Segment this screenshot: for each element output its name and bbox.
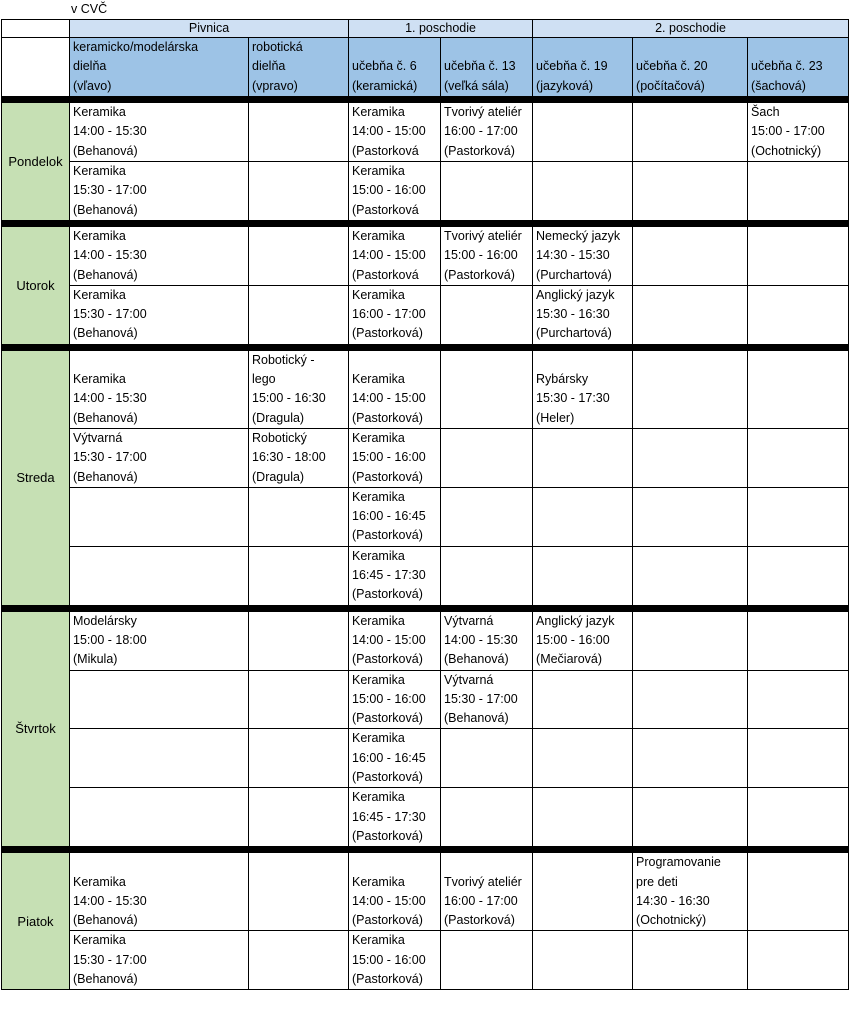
activity-line: 14:00 - 15:30	[73, 391, 147, 406]
empty-cell	[533, 853, 633, 931]
empty-cell	[633, 729, 748, 788]
activity-line: 15:30 - 17:00	[73, 183, 147, 198]
empty-cell	[748, 487, 849, 546]
empty-cell	[441, 162, 533, 221]
room-header-line: (jazyková)	[536, 78, 593, 93]
room-header-line: (keramická)	[352, 78, 418, 93]
activity-line: (Mikula)	[73, 652, 118, 667]
room-header-row	[2, 38, 849, 97]
activity-line: (Pastorková)	[352, 528, 423, 543]
activity-line: 15:00 - 16:00	[536, 632, 610, 647]
activity-line: Výtvarná	[73, 430, 123, 445]
empty-cell	[748, 788, 849, 847]
activity-line: 15:00 - 16:00	[352, 952, 426, 967]
activity-line: (Behanová)	[73, 326, 138, 341]
activity-cell	[533, 285, 633, 344]
activity-line: Keramika	[73, 874, 126, 889]
empty-cell	[633, 546, 748, 605]
activity-line: 14:30 - 15:30	[536, 248, 610, 263]
floor-header-second: 2. poschodie	[533, 20, 849, 38]
activity-line: 14:00 - 15:30	[73, 248, 147, 263]
activity-line: Keramika	[73, 372, 126, 387]
activity-line: (Pastorková)	[444, 143, 515, 158]
activity-cell	[70, 285, 249, 344]
empty-cell	[633, 226, 748, 285]
schedule-table	[1, 19, 849, 990]
floor-header-first: 1. poschodie	[349, 20, 533, 38]
room-header-line: (veľká sála)	[444, 78, 509, 93]
empty-cell	[249, 103, 349, 162]
empty-cell	[533, 729, 633, 788]
activity-line: 16:00 - 16:45	[352, 750, 426, 765]
empty-cell	[533, 788, 633, 847]
activity-cell	[633, 853, 748, 931]
activity-line: Keramika	[352, 164, 405, 178]
activity-cell	[70, 853, 249, 931]
activity-cell	[70, 350, 249, 428]
schedule-row	[2, 285, 849, 344]
schedule-row	[2, 103, 849, 162]
activity-line: 15:00 - 17:00	[751, 124, 825, 139]
schedule-row	[2, 788, 849, 847]
activity-line: lego	[252, 372, 276, 387]
empty-cell	[533, 428, 633, 487]
activity-line: Tvorivý ateliér	[444, 229, 522, 243]
activity-line: 15:30 - 17:00	[73, 450, 147, 465]
activity-line: (Pastorková)	[352, 326, 423, 341]
activity-line: (Pastorková)	[352, 770, 423, 785]
empty-cell	[70, 546, 249, 605]
activity-cell	[70, 611, 249, 670]
activity-cell	[349, 350, 441, 428]
empty-cell	[249, 670, 349, 729]
activity-line: Keramika	[352, 613, 405, 628]
floor-header-row	[2, 20, 849, 38]
empty-cell	[441, 729, 533, 788]
activity-line: 14:00 - 15:00	[352, 893, 426, 908]
activity-cell	[70, 103, 249, 162]
activity-line: (Behanová)	[444, 652, 509, 667]
empty-cell	[441, 788, 533, 847]
activity-line: (Behanová)	[444, 711, 509, 726]
activity-line: (Behanová)	[73, 202, 138, 217]
activity-line: Keramika	[73, 164, 126, 178]
activity-line: Programovanie	[636, 855, 721, 870]
activity-line: 15:30 - 17:30	[536, 391, 610, 406]
activity-cell	[349, 285, 441, 344]
empty-cell	[633, 285, 748, 344]
schedule-row	[2, 670, 849, 729]
activity-line: Keramika	[352, 489, 405, 504]
activity-line: 14:00 - 15:00	[352, 248, 426, 263]
activity-line: Keramika	[352, 790, 405, 805]
empty-cell	[633, 487, 748, 546]
empty-cell	[441, 285, 533, 344]
empty-cell	[748, 931, 849, 990]
activity-line: 16:00 - 17:00	[444, 124, 518, 139]
activity-line: (Pastorková)	[352, 971, 423, 986]
activity-line: Modelársky	[73, 613, 137, 628]
empty-cell	[249, 788, 349, 847]
empty-cell	[70, 788, 249, 847]
empty-cell	[633, 428, 748, 487]
room-header-line: učebňa č. 6	[352, 59, 417, 74]
empty-cell	[533, 487, 633, 546]
empty-cell	[748, 729, 849, 788]
activity-cell	[349, 546, 441, 605]
activity-line: 15:00 - 16:00	[352, 183, 426, 198]
activity-line: 15:00 - 16:30	[252, 391, 326, 406]
corner-cell	[2, 38, 70, 97]
room-header-line: učebňa č. 13	[444, 59, 516, 74]
activity-cell	[349, 611, 441, 670]
empty-cell	[249, 487, 349, 546]
activity-cell	[441, 853, 533, 931]
empty-cell	[748, 428, 849, 487]
activity-line: (Pastorková)	[352, 913, 423, 928]
day-label: Pondelok	[2, 103, 70, 221]
activity-line: (Pastorková	[352, 143, 419, 158]
schedule-row	[2, 546, 849, 605]
activity-line: (Pastorková	[352, 202, 419, 217]
day-label: Utorok	[2, 226, 70, 344]
activity-line: Keramika	[73, 105, 126, 120]
activity-line: (Pastorková)	[352, 652, 423, 667]
activity-cell	[441, 611, 533, 670]
day-label: Piatok	[2, 853, 70, 990]
activity-cell	[349, 931, 441, 990]
activity-line: (Behanová)	[73, 143, 138, 158]
activity-cell	[349, 853, 441, 931]
empty-cell	[249, 931, 349, 990]
empty-cell	[533, 103, 633, 162]
activity-line: (Behanová)	[73, 267, 138, 282]
empty-cell	[748, 162, 849, 221]
activity-line: Keramika	[352, 372, 405, 387]
activity-line: 15:00 - 18:00	[73, 632, 147, 647]
activity-line: Keramika	[73, 933, 126, 948]
activity-line: (Dragula)	[252, 469, 305, 484]
empty-cell	[441, 546, 533, 605]
activity-line: Keramika	[352, 548, 405, 563]
activity-cell	[349, 788, 441, 847]
activity-cell	[349, 670, 441, 729]
empty-cell	[533, 670, 633, 729]
room-header-line: (počítačová)	[636, 78, 705, 93]
activity-line: 16:45 - 17:30	[352, 568, 426, 583]
activity-line: (Purchartová)	[536, 326, 612, 341]
activity-line: Nemecký jazyk	[536, 229, 621, 243]
activity-line: Tvorivý ateliér	[444, 105, 522, 120]
empty-cell	[633, 670, 748, 729]
activity-line: (Behanová)	[73, 971, 138, 986]
activity-cell	[349, 487, 441, 546]
day-label: Streda	[2, 350, 70, 605]
floor-header-basement: Pivnica	[70, 20, 349, 38]
activity-line: Keramika	[352, 430, 405, 445]
room-header-line: dielňa	[252, 59, 286, 74]
empty-cell	[533, 931, 633, 990]
activity-line: (Ochotnický)	[636, 913, 707, 928]
empty-cell	[748, 226, 849, 285]
activity-line: (Pastorková)	[352, 711, 423, 726]
empty-cell	[748, 350, 849, 428]
activity-line: Šach	[751, 105, 780, 120]
activity-cell	[349, 103, 441, 162]
schedule-row	[2, 428, 849, 487]
activity-line: (Behanová)	[73, 410, 138, 425]
day-label: Štvrtok	[2, 611, 70, 847]
activity-line: 16:00 - 16:45	[352, 509, 426, 524]
activity-line: (Pastorková)	[444, 267, 515, 282]
empty-cell	[748, 285, 849, 344]
empty-cell	[441, 428, 533, 487]
room-header	[748, 38, 849, 97]
empty-cell	[249, 546, 349, 605]
activity-cell	[533, 611, 633, 670]
activity-line: Keramika	[352, 933, 405, 948]
room-header-line: robotická	[252, 40, 303, 55]
activity-cell	[70, 162, 249, 221]
schedule-row	[2, 226, 849, 285]
empty-cell	[249, 611, 349, 670]
activity-line: 15:00 - 16:00	[352, 450, 426, 465]
activity-line: Anglický jazyk	[536, 613, 615, 628]
activity-cell	[748, 103, 849, 162]
room-header	[70, 38, 249, 97]
activity-line: (Pastorková)	[352, 587, 423, 602]
activity-cell	[533, 350, 633, 428]
empty-cell	[441, 931, 533, 990]
empty-cell	[748, 670, 849, 729]
activity-line: 16:00 - 17:00	[352, 307, 426, 322]
activity-line: (Pastorková)	[352, 828, 423, 843]
activity-line: Keramika	[73, 287, 126, 302]
empty-cell	[633, 931, 748, 990]
activity-cell	[441, 670, 533, 729]
activity-line: 15:30 - 16:30	[536, 307, 610, 322]
activity-line: 15:30 - 17:00	[444, 691, 518, 706]
schedule-row	[2, 931, 849, 990]
activity-line: Keramika	[352, 874, 405, 889]
empty-cell	[633, 611, 748, 670]
activity-cell	[349, 162, 441, 221]
activity-line: 16:00 - 17:00	[444, 893, 518, 908]
activity-line: pre deti	[636, 874, 678, 889]
activity-line: Robotický	[252, 430, 307, 445]
room-header	[249, 38, 349, 97]
room-header	[441, 38, 533, 97]
room-header	[349, 38, 441, 97]
room-header-line: (vľavo)	[73, 78, 112, 93]
activity-line: Tvorivý ateliér	[444, 874, 522, 889]
empty-cell	[441, 350, 533, 428]
room-header-line: (vpravo)	[252, 78, 298, 93]
empty-cell	[70, 670, 249, 729]
empty-cell	[533, 162, 633, 221]
activity-cell	[441, 226, 533, 285]
sheet-caption: v CVČ	[71, 2, 108, 16]
activity-line: (Pastorková	[352, 267, 419, 282]
schedule-row	[2, 487, 849, 546]
activity-cell	[349, 428, 441, 487]
activity-line: (Dragula)	[252, 410, 305, 425]
room-header	[533, 38, 633, 97]
activity-line: Keramika	[352, 105, 405, 120]
room-header-line: učebňa č. 20	[636, 59, 708, 74]
activity-line: (Pastorková)	[444, 913, 515, 928]
room-header-line: keramicko/modelárska	[73, 40, 199, 55]
activity-line: 14:30 - 16:30	[636, 893, 710, 908]
activity-line: 14:00 - 15:00	[352, 391, 426, 406]
room-header-line: dielňa	[73, 59, 107, 74]
schedule-row	[2, 162, 849, 221]
activity-line: 14:00 - 15:30	[444, 632, 518, 647]
activity-line: Keramika	[352, 229, 405, 243]
activity-cell	[441, 103, 533, 162]
empty-cell	[633, 788, 748, 847]
empty-cell	[249, 162, 349, 221]
activity-line: 16:30 - 18:00	[252, 450, 326, 465]
activity-line: Anglický jazyk	[536, 287, 615, 302]
empty-cell	[748, 546, 849, 605]
schedule-row	[2, 853, 849, 931]
activity-line: Výtvarná	[444, 613, 494, 628]
activity-cell	[70, 428, 249, 487]
empty-cell	[441, 487, 533, 546]
activity-cell	[70, 226, 249, 285]
activity-line: 14:00 - 15:00	[352, 632, 426, 647]
empty-cell	[533, 546, 633, 605]
empty-cell	[70, 487, 249, 546]
activity-line: 15:30 - 17:00	[73, 307, 147, 322]
empty-cell	[70, 729, 249, 788]
room-header	[633, 38, 748, 97]
room-header-line: (šachová)	[751, 78, 806, 93]
activity-line: Keramika	[73, 229, 126, 243]
activity-line: (Behanová)	[73, 913, 138, 928]
empty-cell	[633, 350, 748, 428]
activity-cell	[349, 729, 441, 788]
empty-cell	[249, 226, 349, 285]
activity-line: 16:45 - 17:30	[352, 809, 426, 824]
activity-line: Keramika	[352, 731, 405, 746]
empty-cell	[249, 729, 349, 788]
empty-cell	[633, 162, 748, 221]
activity-line: (Behanová)	[73, 469, 138, 484]
activity-cell	[249, 350, 349, 428]
activity-cell	[533, 226, 633, 285]
room-header-line: učebňa č. 23	[751, 59, 823, 74]
activity-line: 15:00 - 16:00	[444, 248, 518, 263]
activity-line: (Ochotnický)	[751, 143, 822, 158]
empty-cell	[249, 853, 349, 931]
activity-line: 15:00 - 16:00	[352, 691, 426, 706]
activity-line: (Pastorková)	[352, 410, 423, 425]
corner-cell	[2, 20, 70, 38]
schedule-row	[2, 350, 849, 428]
activity-line: (Mečiarová)	[536, 652, 603, 667]
activity-line: (Heler)	[536, 410, 575, 425]
activity-line: Robotický -	[252, 352, 315, 367]
schedule-row	[2, 611, 849, 670]
activity-line: (Pastorková)	[352, 469, 423, 484]
activity-line: 14:00 - 15:30	[73, 893, 147, 908]
empty-cell	[633, 103, 748, 162]
activity-line: Rybársky	[536, 372, 589, 387]
activity-line: 15:30 - 17:00	[73, 952, 147, 967]
activity-cell	[249, 428, 349, 487]
activity-line: Keramika	[352, 287, 405, 302]
activity-line: Výtvarná	[444, 672, 494, 687]
room-header-line: učebňa č. 19	[536, 59, 608, 74]
activity-line: 14:00 - 15:30	[73, 124, 147, 139]
schedule-row	[2, 729, 849, 788]
activity-cell	[70, 931, 249, 990]
empty-cell	[748, 611, 849, 670]
empty-cell	[249, 285, 349, 344]
schedule-body	[2, 20, 849, 990]
activity-line: (Purchartová)	[536, 267, 612, 282]
activity-line: Keramika	[352, 672, 405, 687]
activity-line: 14:00 - 15:00	[352, 124, 426, 139]
empty-cell	[748, 853, 849, 931]
activity-cell	[349, 226, 441, 285]
